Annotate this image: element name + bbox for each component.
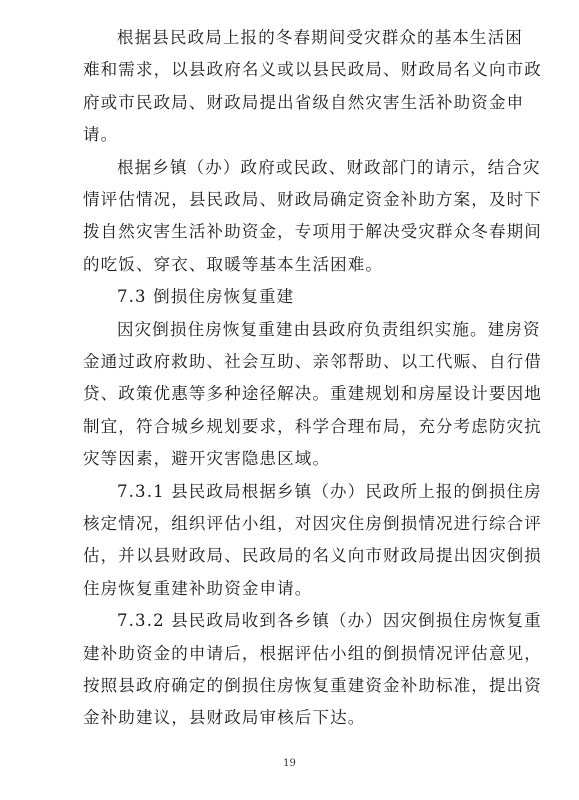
section-heading-7-3: 7.3 倒损住房恢复重建 (117, 287, 295, 307)
paragraph-3-line-4: 制宜，符合城乡规划要求，科学合理布局，充分考虑防灾抗 (83, 416, 542, 436)
paragraph-2-line-1: 根据乡镇（办）政府或民政、财政部门的请示，结合灾 (117, 157, 541, 177)
paragraph-3-line-5: 灾等因素，避开灾害隐患区域。 (83, 449, 331, 469)
paragraph-1-line-1: 根据县民政局上报的冬春期间受灾群众的基本生活困 (117, 28, 523, 47)
paragraph-2-line-2: 情评估情况，县民政局、财政局确定资金补助方案，及时下 (83, 190, 542, 209)
paragraph-1-line-4: 请。 (83, 125, 119, 145)
paragraph-3-line-3: 贷、政策优惠等多种途径解决。重建规划和房屋设计要因地 (83, 384, 542, 404)
paragraph-1-line-2: 难和需求，以县政府名义或以县民政局、财政局名义向市政 (83, 60, 542, 80)
paragraph-2-line-3: 拨自然灾害生活补助资金，专项用于解决受灾群众冬春期间 (83, 222, 542, 242)
page-number: 19 (283, 758, 296, 769)
paragraph-7-3-1-line-4: 住房恢复重建补助资金申请。 (83, 578, 313, 598)
paragraph-7-3-2-line-1: 7.3.2 县民政局收到各乡镇（办）因灾倒损住房恢复重 (117, 611, 542, 631)
paragraph-7-3-2-line-4: 金补助建议，县财政局审核后下达。 (83, 708, 366, 728)
paragraph-7-3-1-line-1: 7.3.1 县民政局根据乡镇（办）民政所上报的倒损住房 (117, 481, 542, 501)
paragraph-3-line-1: 因灾倒损住房恢复重建由县政府负责组织实施。建房资 (117, 319, 541, 339)
paragraph-7-3-1-line-2: 核定情况，组织评估小组，对因灾住房倒损情况进行综合评 (83, 514, 542, 533)
paragraph-7-3-2-line-2: 建补助资金的申请后，根据评估小组的倒损情况评估意见， (83, 643, 542, 663)
paragraph-1-line-3: 府或市民政局、财政局提出省级自然灾害生活补助资金申 (83, 92, 525, 112)
paragraph-7-3-1-line-3: 估，并以县财政局、民政局的名义向市财政局提出因灾倒损 (83, 546, 542, 566)
paragraph-3-line-2: 金通过政府救助、社会互助、亲邻帮助、以工代赈、自行借 (83, 352, 542, 371)
paragraph-7-3-2-line-3: 按照县政府确定的倒损住房恢复重建资金补助标准，提出资 (83, 676, 542, 695)
paragraph-2-line-4: 的吃饭、穿衣、取暖等基本生活困难。 (83, 254, 384, 274)
